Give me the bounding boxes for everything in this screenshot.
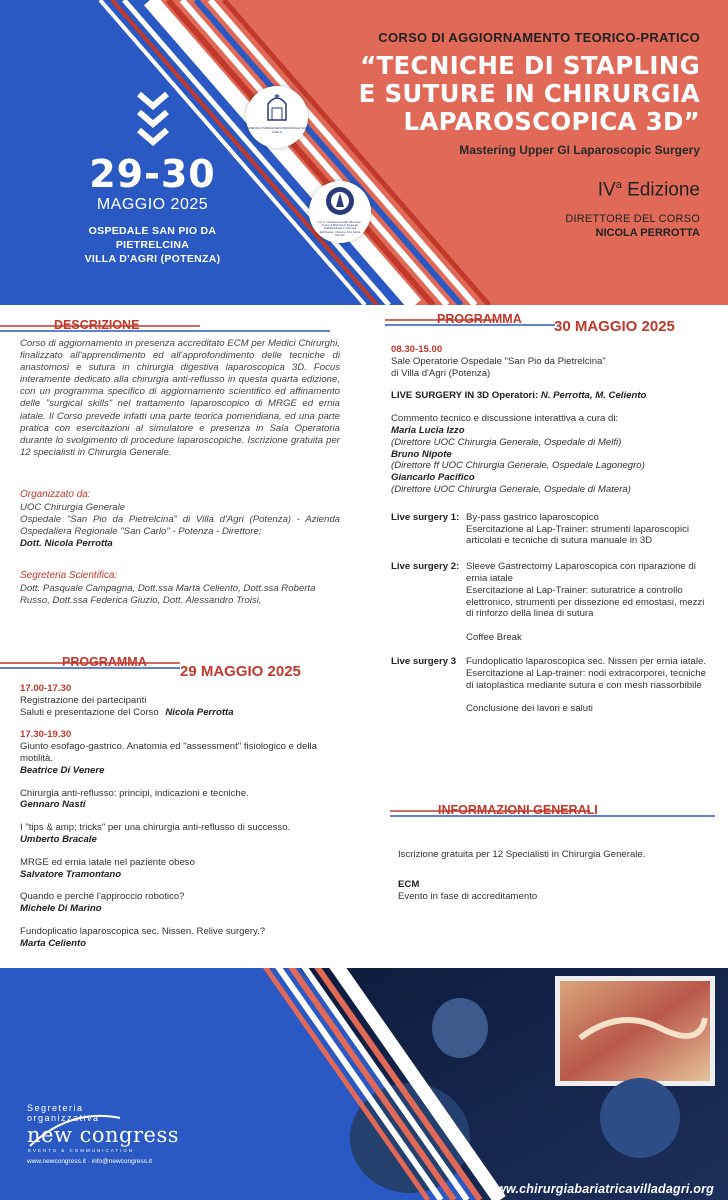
ecm-label: ECM <box>398 879 420 890</box>
programma1-heading-label: PROGRAMMA <box>62 655 147 669</box>
discussant-name: Bruno Nipote <box>391 448 452 460</box>
talk-item <box>20 891 340 915</box>
programma2-date: 30 MAGGIO 2025 <box>554 318 675 335</box>
discussant-name: Maria Lucia Izzo <box>391 424 465 436</box>
organizer-brand-sub: EVENTS & COMMUNICATION <box>28 1148 135 1153</box>
session-text <box>466 512 711 547</box>
event-venue <box>60 224 245 266</box>
course-title <box>320 52 700 136</box>
session-line-1: By-pass gastrico laparoscopico <box>466 511 599 523</box>
organizer-contacts[interactable]: www.newcongress.it · info@newcongress.it <box>27 1158 153 1165</box>
program-block <box>20 729 340 949</box>
segreteria-text: Dott. Pasquale Campagna, Dott.ssa Marta Celiento, Dott.ssa Roberta Russo, Dott.ssa Federica Giuzio, Dott. Alessandro Troisi, <box>20 583 316 607</box>
discussant-role: (Direttore UOC Chirurgia Generale, Ospedale di Melfi) <box>391 436 622 448</box>
organizer-brand: new congress <box>27 1123 179 1147</box>
discussants-block <box>391 413 711 496</box>
event-date-block <box>60 90 245 266</box>
hospital-logo-icon <box>246 86 308 126</box>
session-text <box>466 656 711 715</box>
organizer-label-line-2: organizzativa <box>27 1113 100 1123</box>
operators-label: Operatori: <box>491 390 539 402</box>
saluti-row <box>20 707 340 719</box>
session-label: Live surgery 1: <box>391 511 460 523</box>
speaker-name: Beatrice Di Venere <box>20 764 105 776</box>
session-text <box>466 561 711 644</box>
footer-banner <box>0 968 728 1200</box>
course-type: CORSO DI AGGIORNAMENTO TEORICO-PRATICO <box>378 30 700 45</box>
info-heading-label: INFORMAZIONI GENERALI <box>438 803 598 817</box>
course-title-block <box>320 30 700 239</box>
time-slot: 08.30-15.00 <box>391 344 443 355</box>
organizzato-body: UOC Chirurgia Generale Ospedale "San Pio da Pietrelcina" di Villa d'Agri (Potenza) - Azienda Ospedaliera Regionale "San Carlo" - Potenza - Direttore: <box>20 502 340 538</box>
edition-word: Edizione <box>621 179 700 201</box>
organizzato-title: Organizzato da: <box>20 489 91 500</box>
ecm-text: Evento in fase di accreditamento <box>398 891 538 902</box>
talk-title: MRGE ed ernia iatale nel paziente obeso <box>20 856 195 868</box>
conclusione-text: Conclusione dei lavori e saluti <box>466 703 593 715</box>
location-line-2: di Villa d'Agri (Potenza) <box>391 367 491 379</box>
time-slot: 17.00-17.30 <box>20 683 72 694</box>
talk-title: Giunto esofago-gastrico. Anatomia ed "assessment" fisiologico e della motilità. <box>20 741 317 764</box>
event-dates: 29-30 <box>89 152 216 196</box>
registration-text: Registrazione dei partecipanti <box>20 694 147 706</box>
session-label: Live surgery 2: <box>391 561 460 573</box>
hospital-logo <box>246 86 308 148</box>
location-block <box>391 344 711 379</box>
speaker-name: Michele Di Marino <box>20 903 102 915</box>
iscrizione-text: Iscrizione gratuita per 12 Specialisti in Chirurgia Generale. <box>398 849 646 860</box>
programma1-heading <box>0 655 330 680</box>
location-line-1: Sale Operatorie Ospedale "San Pio da Pietrelcina" <box>391 355 606 367</box>
talk-title: Fundoplicatio laparoscopica sec. Nissen. Relive surgery.? <box>20 925 266 937</box>
session-line-1: Fundoplicatio laparoscopica sec. Nissen per ernia iatale. <box>466 655 706 667</box>
live-surgery-session <box>391 656 711 715</box>
talk-item <box>20 857 340 881</box>
event-month: MAGGIO 2025 <box>96 196 209 213</box>
coffee-break: Coffee Break <box>466 632 522 644</box>
programma2-body <box>391 344 711 726</box>
speaker-name: Marta Celiento <box>20 937 87 949</box>
talk-title: Chirurgia anti-reflusso: principi, indicazioni e tecniche. <box>20 787 249 799</box>
session-line-2: Esercitazione al Lap-trainer: nodi extracorporei, tecniche di iatoplastica mediante sutura e con mesh riassorbibile <box>466 667 706 691</box>
commento-text: Commento tecnico e discussione interattiva a cura di: <box>391 413 619 425</box>
venue-line-2: VILLA D'AGRI (POTENZA) <box>84 253 221 265</box>
course-subtitle: Mastering Upper GI Laparoscopic Surgery <box>459 143 700 157</box>
talk-title: I "tips & amp; tricks" per una chirurgia anti-reflusso di successo. <box>20 822 291 834</box>
session-line-1: Sleeve Gastrectomy Laparoscopica con riparazione di ernia iatale <box>466 561 696 584</box>
program-block <box>20 683 340 718</box>
talk-item <box>20 788 340 812</box>
website-link[interactable]: www.chirurgiabariatricavilladagri.org <box>486 1182 714 1196</box>
speaker-name: Umberto Bracale <box>20 833 97 845</box>
discussant-role: (Direttore UOC Chirurgia Generale, Ospedale di Matera) <box>391 483 631 495</box>
descrizione-text: Corso di aggiornamento in presenza accreditato ECM per Medici Chirurghi, finalizzato all'apprendimento ed all'approfondimento delle tecniche di anastomosi e sutura in chirurgia digestiva laparoscopica 3D. Focus interamente dedicato alla chirurgia anti-reflusso in questa quarta edizione, con un programma specifico di aggiornamento scientifico ed affinamento delle "surgical skills" nel trattamento laparoscopico di MRGE ed ernia iatale. Il Corso prevede infatti una parte teorica pomeridiana, ed una parte pratica con esercitazioni al simulatore e presenza in Sala Operatoria durante lo svolgimento di procedure laparoscopiche. Iscrizione gratuita per 12 specialisti in Chirurgia Generale. <box>20 338 340 458</box>
session-line-2: Esercitazione al Lap-Trainer: strumenti laparoscopici articolati e tecniche di sutura manuale in 3D <box>466 523 690 547</box>
speaker-name: Nicola Perrotta <box>165 706 234 718</box>
edition-label <box>320 179 700 201</box>
session-line-2: Esercitazione al Lap-Trainer: suturatrice a controllo elettronico, strumenti per dissezione ed emostasi, mezzi di rinforzo della linea di sutura <box>466 584 705 620</box>
surgery-center-logo-caption: U.O.C. Chirurgia Generale Villa d'Agri · Centro di Riferimento Regionale Multidisciplinare in Chirurgia dell'Obesità · Direttore: Dott. Nicola Perrotta <box>317 221 363 237</box>
course-title-line-2: E SUTURE IN CHIRURGIA <box>358 79 700 108</box>
programma2-heading <box>385 312 728 335</box>
organizer-label-line-1: Segreteria <box>27 1103 84 1113</box>
organizzato-text <box>20 502 340 550</box>
speaker-name: Salvatore Tramontano <box>20 868 122 880</box>
session-label: Live surgery 3 <box>391 655 457 667</box>
talk-title: Quando e perché l'approccio robotico? <box>20 891 185 903</box>
footer-background <box>0 968 728 1200</box>
venue-line-1: OSPEDALE SAN PIO DA PIETRELCINA <box>88 225 217 251</box>
edition-superscript: a <box>615 179 622 191</box>
director-label: DIRETTORE DEL CORSO <box>565 213 700 226</box>
discussant-role: (Direttore ff UOC Chirurgia Generale, Ospedale Lagonegro) <box>391 460 645 472</box>
director-name: NICOLA PERROTTA <box>595 227 700 240</box>
segreteria-title: Segreteria Scientifica: <box>20 570 118 581</box>
descrizione-heading-label: DESCRIZIONE <box>54 318 140 332</box>
talk-item <box>20 741 340 776</box>
saluti-text: Saluti e presentazione del Corso <box>20 706 159 718</box>
info-heading <box>390 803 715 823</box>
programma1-date: 29 MAGGIO 2025 <box>180 663 301 680</box>
organizzato-director: Dott. Nicola Perrotta <box>20 538 113 550</box>
programma2-heading-label: PROGRAMMA <box>437 312 522 326</box>
live-surgery-row <box>391 390 711 402</box>
header-banner <box>0 0 728 305</box>
organizer-label <box>27 1103 100 1123</box>
descrizione-heading <box>0 318 330 338</box>
course-title-line-3: LAPAROSCOPICA 3D” <box>403 107 700 136</box>
operators-names: N. Perrotta, M. Celiento <box>540 390 647 402</box>
edition-number: IV <box>597 179 616 201</box>
live-surgery-session <box>391 512 711 547</box>
live-surgery-label: LIVE SURGERY IN 3D <box>391 390 490 402</box>
time-slot: 17.30-19.30 <box>20 729 72 741</box>
course-title-line-1: “TECNICHE DI STAPLING <box>360 51 700 80</box>
programma1-body <box>20 683 340 961</box>
heading-lines <box>0 318 330 338</box>
speaker-name: Gennaro Nasti <box>20 799 86 811</box>
chevron-down-icon <box>133 90 173 150</box>
live-surgery-session <box>391 561 711 644</box>
hospital-logo-caption: AZIENDA OSPEDALIERA REGIONALE SAN CARLO <box>246 126 308 134</box>
info-body <box>398 849 708 903</box>
talk-item <box>20 822 340 846</box>
talk-item <box>20 926 340 950</box>
discussant-name: Giancarlo Pacifico <box>391 472 475 484</box>
